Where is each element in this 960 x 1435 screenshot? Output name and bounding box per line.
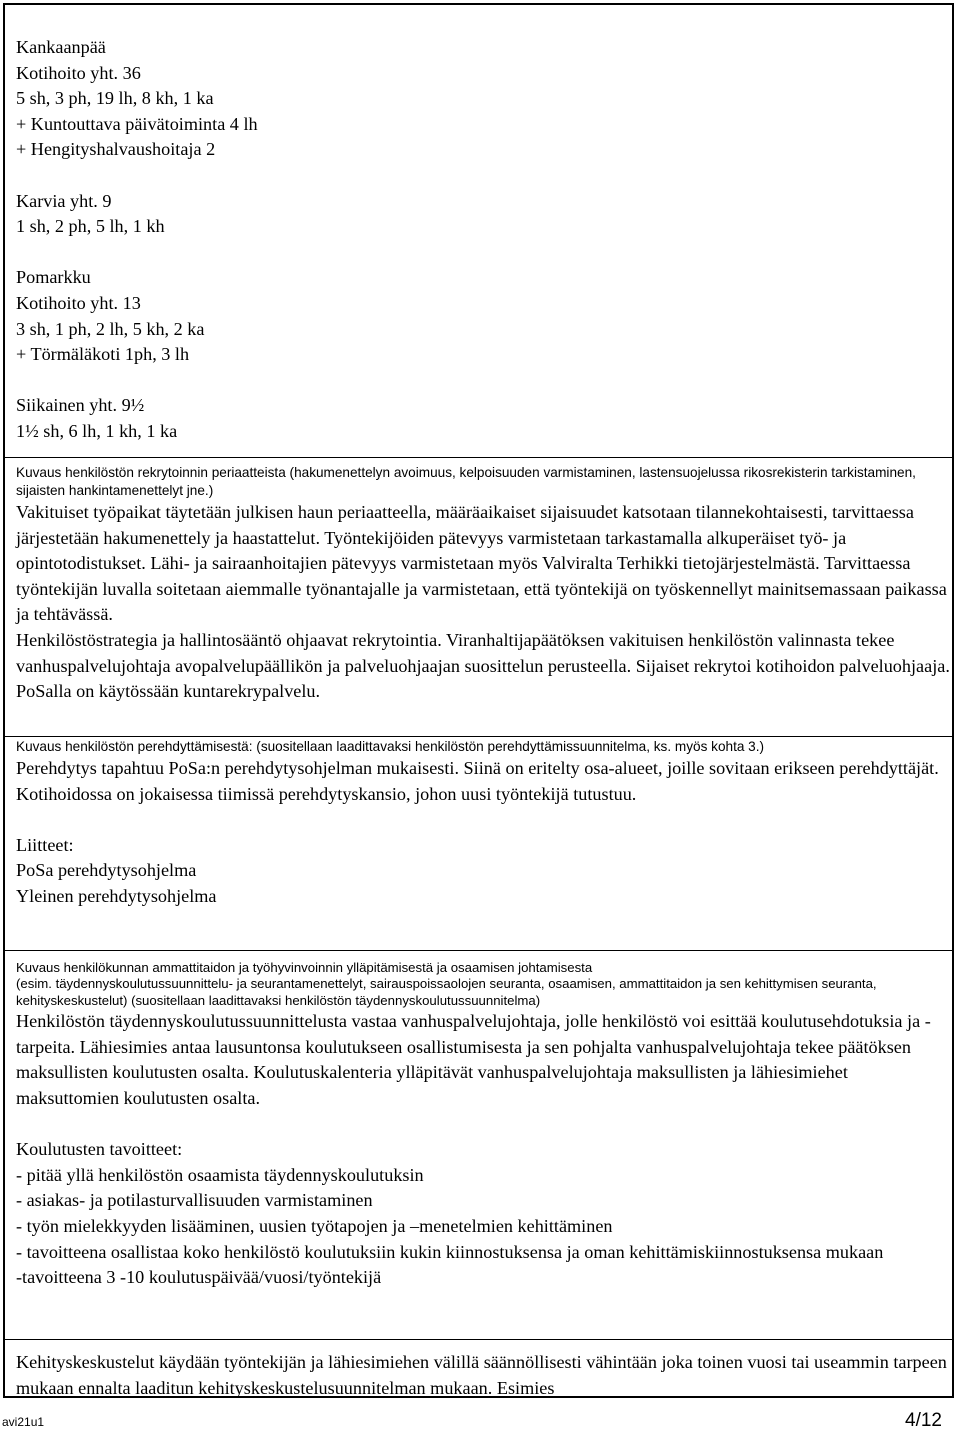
kankaanpaa-breakdown: 5 sh, 3 ph, 19 lh, 8 kh, 1 ka [16, 88, 214, 109]
karvia-breakdown: 1 sh, 2 ph, 5 lh, 1 kh [16, 216, 165, 237]
recruitment-paragraph-2: Henkilöstöstrategia ja hallintosääntö ohjaavat rekrytointia. Viranhaltijapäätöksen vakituisen henkilöstön valinnasta tekee vanhuspalvelujohtaja avopalvelupäällikön ja palveluohjaajan suosittelun perusteella. Sijaiset rekrytoi kotihoidon palveluohjaaja. PoSalla on käytössään kuntarekrypalvelu. [16, 629, 955, 702]
recruitment-paragraph-1: Vakituiset työpaikat täytetään julkisen haun periaatteella, määräaikaiset sijaisuudet katsotaan tilannekohtaisesti, tarvittaessa järjestetään hakumenettely ja haastattelut. Työntekijöiden pätevyys varmistetaan tarkastamalla alkuperäiset työ- ja opintotodistukset. Lähi- ja sairaanhoitajien pätevyys varmistetaan myös Valviralta Terhikki tietojärjestelmästä. Tarvittaessa työntekijän luvalla soitetaan aiemmalle työnantajalle ja varmistetaan, että työntekijä on työskennellyt mainitsemassaan paikassa ja tehtävässä. [16, 502, 952, 625]
goals-label: Koulutusten tavoitteet: [16, 1139, 183, 1160]
siikainen-breakdown: 1½ sh, 6 lh, 1 kh, 1 ka [16, 420, 178, 441]
kankaanpaa-total: Kotihoito yht. 36 [16, 62, 141, 83]
kankaanpaa-extra-1: + Kuntouttava päivätoiminta 4 lh [16, 113, 258, 134]
siikainen-total: Siikainen yht. 9½ [16, 395, 145, 416]
divider [5, 1339, 952, 1340]
pomarkku-extra-1: + Törmäläkoti 1ph, 3 lh [16, 344, 190, 365]
pomarkku-breakdown: 3 sh, 1 ph, 2 lh, 5 kh, 2 ka [16, 318, 205, 339]
goal-item: - työn mielekkyyden lisääminen, uusien työtapojen ja –menetelmien kehittäminen [16, 1215, 613, 1236]
goal-item: - asiakas- ja potilasturvallisuuden varmistaminen [16, 1190, 373, 1211]
attachment-item: PoSa perehdytysohjelma [16, 860, 197, 881]
divider [5, 736, 952, 737]
orientation-heading: Kuvaus henkilöstön perehdyttämisestä: (suositellaan laadittavaksi henkilöstön perehdyttämissuunnitelma, ks. myös kohta 3.) [16, 739, 765, 754]
goal-item: - pitää yllä henkilöstön osaamista täydennyskoulutuksin [16, 1164, 424, 1185]
staffing-section [5, 35, 952, 445]
kankaanpaa-extra-2: + Hengityshalvaushoitaja 2 [16, 139, 216, 160]
recruitment-section [5, 464, 955, 705]
recruitment-heading: Kuvaus henkilöstön rekrytoinnin periaatteista (hakumenettelyn avoimuus, kelpoisuuden varmistaminen, lastensuojelussa rikosrekisterin tarkistaminen, sijaisten hankintamenettelyt jne.) [16, 465, 920, 498]
competence-subheading: (esim. täydennyskoulutussuunnittelu- ja seurantamenettelyt, sairauspoissaolojen seuranta, osaamisen, ammattitaidon ja sen kehittymisen seuranta, kehityskeskustelut) (suositellaan laadittavaksi henkilöstön täydennyskoulutussuunnitelma) [16, 976, 881, 1008]
orientation-section [5, 738, 952, 910]
orientation-paragraph-2: Kotihoidossa on jokaisessa tiimissä perehdytyskansio, johon uusi työntekijä tutustuu. [16, 783, 637, 804]
competence-heading: Kuvaus henkilökunnan ammattitaidon ja työhyvinvoinnin ylläpitämisestä ja osaamisen johtamisesta [16, 960, 593, 975]
karvia-total: Karvia yht. 9 [16, 190, 112, 211]
goal-item: -tavoitteena 3 -10 koulutuspäivää/vuosi/työntekijä [16, 1267, 382, 1288]
divider [5, 950, 952, 951]
competence-paragraph-1: Henkilöstön täydennyskoulutussuunnittelusta vastaa vanhuspalvelujohtaja, jolle henkilöstö voi esittää koulutusehdotuksia ja -tarpeita. Lähiesimies antaa lausuntonsa koulutukseen osallistumisesta ja sen pohjalta vanhuspalvelujohtaja tekee päätöksen maksullisten koulutusten osalta. Koulutuskalenteria ylläpitävät vanhuspalvelujohtaja maksullisten ja lähiesimiehet maksuttomien koulutusten osalta. [16, 1011, 931, 1108]
page-number: 4/12 [905, 1410, 942, 1431]
orientation-paragraph-1: Perehdytys tapahtuu PoSa:n perehdytysohjelman mukaisesti. Siinä on eritelty osa-alueet, joille sovitaan erikseen perehdyttäjät. [16, 758, 939, 778]
pomarkku-name: Pomarkku [16, 267, 91, 288]
competence-section [5, 960, 952, 1291]
goal-item: - tavoitteena osallistaa koko henkilöstö koulutuksiin kukin kiinnostuksensa ja oman kehittämiskiinnostuksensa mukaan [16, 1241, 884, 1262]
attachment-item: Yleinen perehdytysohjelma [16, 885, 217, 906]
attachments-label: Liitteet: [16, 834, 74, 855]
kankaanpaa-name: Kankaanpää [16, 37, 106, 57]
development-discussion-section [5, 1350, 952, 1401]
document-code: avi21u1 [2, 1415, 45, 1429]
divider [5, 457, 952, 458]
competence-paragraph-2: Kehityskeskustelut käydään työntekijän ja lähiesimiehen välillä säännöllisesti vähintään joka toinen vuosi tai useammin tarpeen mukaan ennalta laaditun kehityskeskustelusuunnitelman mukaan. Esimies [16, 1352, 952, 1398]
document-frame [3, 3, 954, 1398]
pomarkku-total: Kotihoito yht. 13 [16, 292, 141, 313]
